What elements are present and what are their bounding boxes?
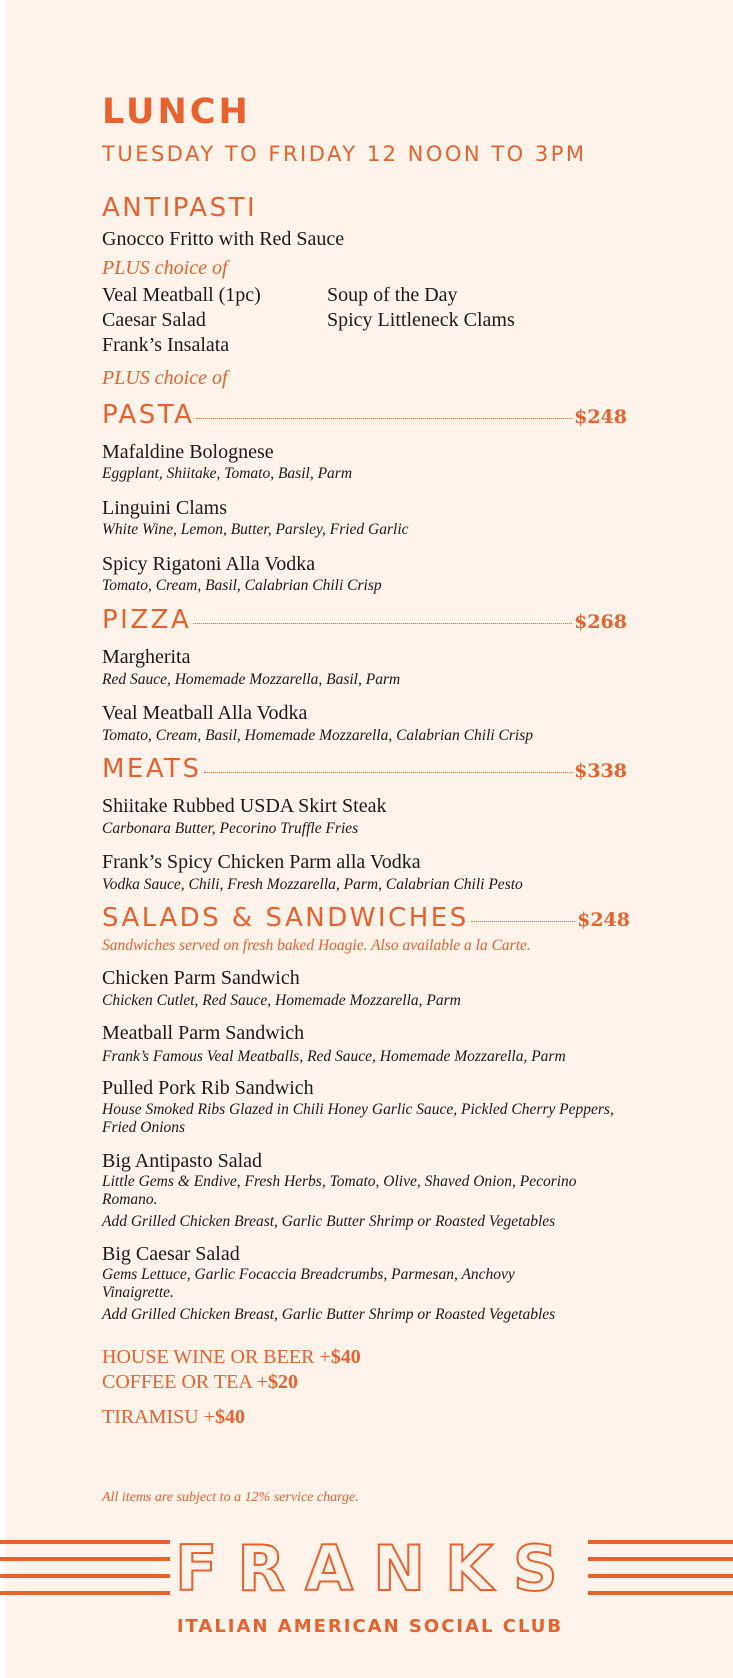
antipasti-choice: Spicy Littleneck Clams bbox=[327, 309, 515, 331]
menu-item-description: Carbonara Butter, Pecorino Truffle Fries bbox=[102, 820, 359, 837]
addon-wine-beer bbox=[102, 1345, 361, 1370]
antipasti-choice: Soup of the Day bbox=[327, 284, 458, 306]
menu-item-name: Spicy Rigatoni Alla Vodka bbox=[102, 553, 316, 575]
menu-item-description: Frank’s Famous Veal Meatballs, Red Sauce, Homemade Mozzarella, Parm bbox=[102, 1048, 566, 1065]
section-title: PASTA bbox=[102, 400, 195, 430]
menu-item-name: Big Caesar Salad bbox=[102, 1243, 240, 1265]
menu-item-addon: Add Grilled Chicken Breast, Garlic Butter Shrimp or Roasted Vegetables bbox=[102, 1213, 556, 1230]
section-price: $338 bbox=[574, 760, 627, 782]
service-hours: TUESDAY TO FRIDAY 12 NOON TO 3PM bbox=[102, 142, 587, 166]
service-charge-note: All items are subject to a 12% service charge. bbox=[102, 1490, 359, 1505]
menu-item-name: Big Antipasto Salad bbox=[102, 1150, 262, 1172]
addon-price: $20 bbox=[267, 1371, 298, 1393]
menu-item-name: Mafaldine Bolognese bbox=[102, 441, 274, 463]
section-price: $248 bbox=[577, 909, 630, 931]
menu-item-name: Chicken Parm Sandwich bbox=[102, 967, 300, 989]
menu-item-description: Gems Lettuce, Garlic Focaccia Breadcrumbs, Parmesan, Anchovy Vinaigrette. bbox=[102, 1266, 515, 1301]
antipasti-choice: Caesar Salad bbox=[102, 309, 206, 331]
menu-item-description: Chicken Cutlet, Red Sauce, Homemade Mozzarella, Parm bbox=[102, 992, 461, 1009]
menu-item-name: Shiitake Rubbed USDA Skirt Steak bbox=[102, 795, 387, 817]
addon-price: $40 bbox=[330, 1346, 361, 1368]
addon-label: HOUSE WINE OR BEER + bbox=[102, 1346, 331, 1368]
dot-leader bbox=[204, 772, 573, 773]
menu-item-name: Frank’s Spicy Chicken Parm alla Vodka bbox=[102, 851, 421, 873]
menu-item-name: Pulled Pork Rib Sandwich bbox=[102, 1077, 314, 1099]
menu-item-description: Eggplant, Shiitake, Tomato, Basil, Parm bbox=[102, 465, 353, 482]
menu-item-addon: Add Grilled Chicken Breast, Garlic Butter Shrimp or Roasted Vegetables bbox=[102, 1306, 556, 1323]
addon-label: COFFEE OR TEA + bbox=[102, 1371, 268, 1393]
section-pasta-header bbox=[102, 400, 627, 430]
menu-item-description: Vodka Sauce, Chili, Fresh Mozzarella, Parm, Calabrian Chili Pesto bbox=[102, 876, 523, 893]
logo-stripes-right bbox=[588, 1540, 733, 1595]
dot-leader bbox=[193, 623, 572, 624]
antipasti-choice: Frank’s Insalata bbox=[102, 334, 230, 356]
plus-choice-label: PLUS choice of bbox=[102, 367, 228, 389]
menu-item-description: Tomato, Cream, Basil, Calabrian Chili Crisp bbox=[102, 577, 382, 594]
antipasti-base-item: Gnocco Fritto with Red Sauce bbox=[102, 228, 345, 250]
page-title: LUNCH bbox=[102, 92, 251, 132]
addon-coffee-tea bbox=[102, 1370, 298, 1395]
menu-item-name: Veal Meatball Alla Vodka bbox=[102, 702, 308, 724]
addon-label: TIRAMISU + bbox=[102, 1406, 215, 1428]
section-title: PIZZA bbox=[102, 605, 192, 635]
brand-wordmark: FRANKS bbox=[175, 1532, 578, 1605]
menu-item-description: Tomato, Cream, Basil, Homemade Mozzarella, Calabrian Chili Crisp bbox=[102, 727, 534, 744]
section-price: $248 bbox=[574, 406, 627, 428]
section-pizza-header bbox=[102, 605, 627, 635]
section-meats-header bbox=[102, 754, 627, 784]
dot-leader bbox=[196, 418, 572, 419]
section-antipasti-title: ANTIPASTI bbox=[102, 193, 258, 223]
section-title: SALADS & SANDWICHES bbox=[102, 903, 469, 933]
section-title: MEATS bbox=[102, 754, 202, 784]
addon-tiramisu bbox=[102, 1405, 245, 1430]
section-price: $268 bbox=[574, 611, 627, 633]
menu-item-description: House Smoked Ribs Glazed in Chili Honey Garlic Sauce, Pickled Cherry Peppers, Fried Onions bbox=[102, 1101, 614, 1136]
plus-choice-label: PLUS choice of bbox=[102, 257, 228, 279]
dot-leader bbox=[471, 921, 575, 922]
menu-item-name: Linguini Clams bbox=[102, 497, 227, 519]
addon-price: $40 bbox=[214, 1406, 245, 1428]
section-salads-header bbox=[102, 903, 630, 933]
logo-stripes-left bbox=[0, 1540, 170, 1595]
menu-item-description: Red Sauce, Homemade Mozzarella, Basil, Parm bbox=[102, 671, 401, 688]
menu-item-description: White Wine, Lemon, Butter, Parsley, Fried Garlic bbox=[102, 521, 409, 538]
menu-item-name: Meatball Parm Sandwich bbox=[102, 1022, 305, 1044]
brand-tagline: ITALIAN AMERICAN SOCIAL CLUB bbox=[176, 1616, 564, 1637]
section-note: Sandwiches served on fresh baked Hoagie. Also available a la Carte. bbox=[102, 937, 531, 954]
menu-item-description: Little Gems & Endive, Fresh Herbs, Tomato, Olive, Shaved Onion, Pecorino Romano. bbox=[102, 1173, 577, 1208]
menu-item-name: Margherita bbox=[102, 646, 191, 668]
antipasti-choice: Veal Meatball (1pc) bbox=[102, 284, 261, 306]
franks-logo bbox=[0, 1532, 733, 1650]
